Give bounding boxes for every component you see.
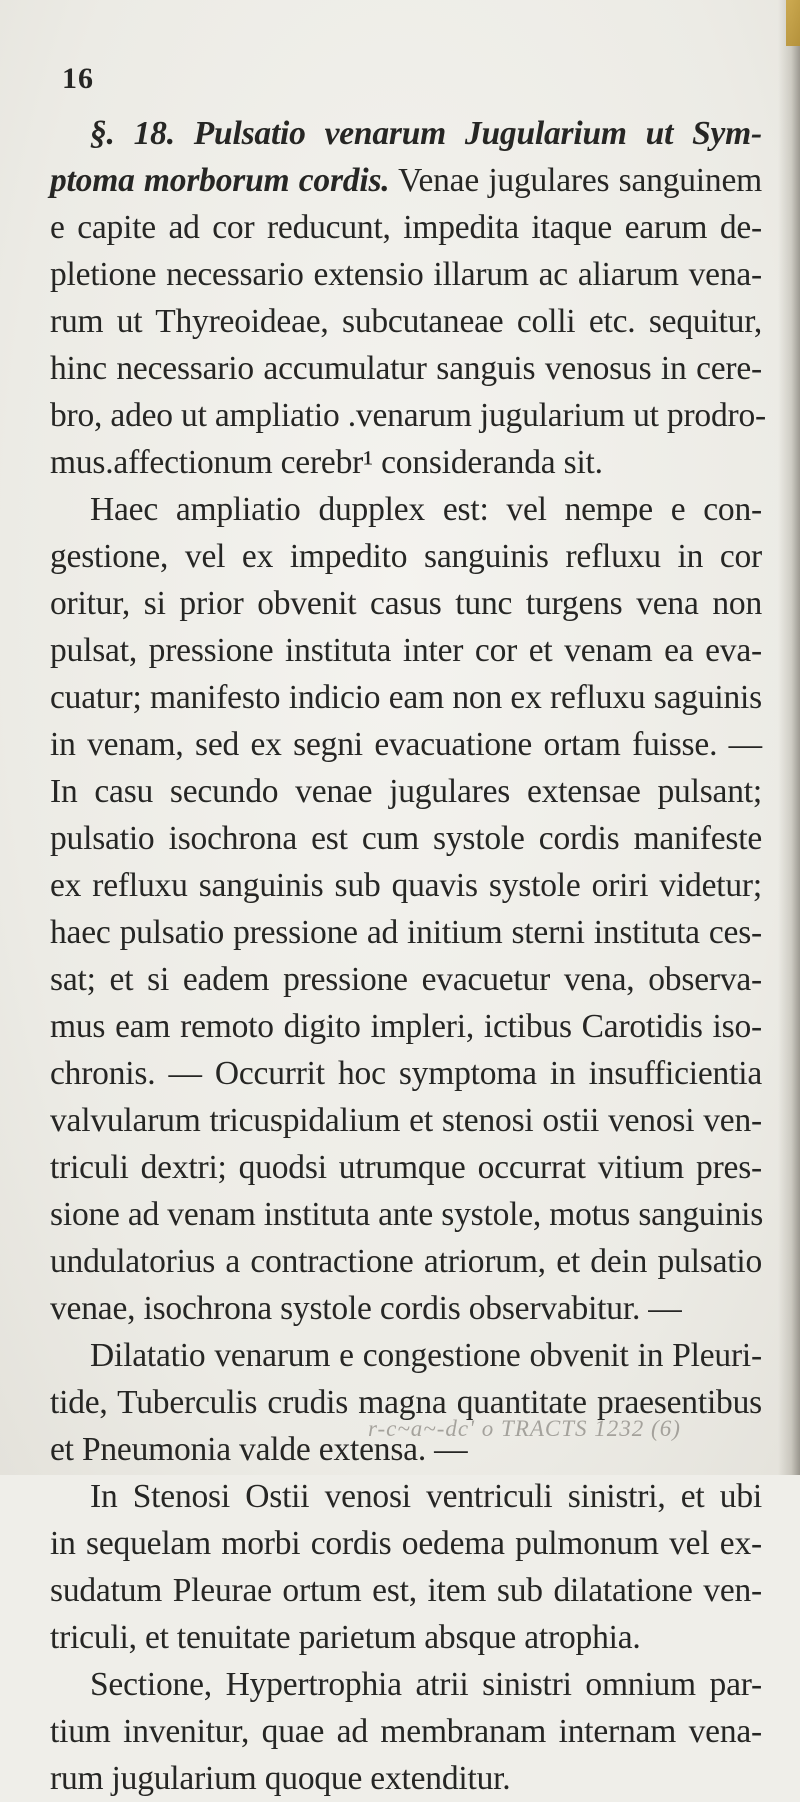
text-line: Haec ampliatio dupplex est: vel nempe e con- [90, 491, 762, 528]
corner-tab-mark [786, 0, 800, 46]
text-line: mus eam remoto digito impleri, ictibus Carotidis iso- [50, 1008, 762, 1045]
text-line: in sequelam morbi cordis oedema pulmonum vel ex- [50, 1525, 762, 1562]
text-line: Dilatatio venarum e congestione obvenit in Pleuri- [90, 1337, 762, 1374]
text-line: triculi dextri; quodsi utrumque occurrat vitium pres- [50, 1149, 762, 1186]
text-line: in venam, sed ex segni evacuatione ortam fuisse. — [50, 726, 762, 763]
text-line-1 [50, 110, 762, 157]
text-line: pulsat, pressione instituta inter cor et venam ea eva- [50, 632, 762, 669]
text-line: gestione, vel ex impedito sanguinis refluxu in cor [50, 538, 762, 575]
handwritten-footer-note: r-c~a~-dc' o TRACTS 1232 (6) [368, 1416, 681, 1441]
page-edge-shadow [778, 0, 800, 1475]
text-line: mus.affectionum cerebr¹ consideranda sit. [50, 444, 603, 481]
text-line: hinc necessario accumulatur sanguis venosus in cere- [50, 350, 762, 387]
text-line: tide, Tuberculis crudis magna quantitate praesentibus [50, 1384, 762, 1421]
text-line: sat; et si eadem pressione evacuetur vena, observa- [50, 961, 762, 998]
text-line: In Stenosi Ostii venosi ventriculi sinistri, et ubi [90, 1478, 762, 1515]
text-line-2 [50, 157, 762, 204]
text-line: venae, isochrona systole cordis observabitur. — [50, 1290, 682, 1327]
text-line: rum ut Thyreoideae, subcutaneae colli etc. sequitur, [50, 303, 762, 340]
text-line: pletione necessario extensio illarum ac aliarum vena- [50, 256, 762, 293]
body-text [50, 110, 766, 1802]
text-line: undulatorius a contractione atriorum, et dein pulsatio [50, 1243, 762, 1280]
text-line: sudatum Pleurae ortum est, item sub dilatatione ven- [50, 1572, 762, 1609]
text-line: sione ad venam instituta ante systole, motus sanguinis [50, 1196, 764, 1233]
text-line: et Pneumonia valde extensa. — [50, 1431, 468, 1468]
text-line: haec pulsatio pressione ad initium sterni instituta ces- [50, 914, 762, 951]
text-line: cuatur; manifesto indicio eam non ex refluxu saguinis [50, 679, 762, 716]
text-line: oritur, si prior obvenit casus tunc turgens vena non [50, 585, 762, 622]
text-line: In casu secundo venae jugulares extensae pulsant; [50, 773, 762, 810]
section-heading-part-1: §. 18. Pulsatio venarum Jugularium ut Sym- [90, 115, 762, 152]
text-line: Sectione, Hypertrophia atrii sinistri omnium par- [90, 1666, 762, 1703]
section-heading-part-2: ptoma morborum cordis. [50, 162, 390, 199]
line-2-rest: Venae jugulares sanguinem [389, 162, 762, 199]
page-number: 16 [62, 62, 94, 95]
text-line: chronis. — Occurrit hoc symptoma in insufficientia [50, 1055, 762, 1092]
text-line: pulsatio isochrona est cum systole cordis manifeste [50, 820, 762, 857]
text-line: tium invenitur, quae ad membranam internam vena- [50, 1713, 762, 1750]
text-line: valvularum tricuspidalium et stenosi ostii venosi ven- [50, 1102, 762, 1139]
text-line: ex refluxu sanguinis sub quavis systole oriri videtur; [50, 867, 762, 904]
text-line: rum jugularium quoque extenditur. [50, 1760, 511, 1797]
text-line: triculi, et tenuitate parietum absque atrophia. [50, 1619, 641, 1656]
text-line: e capite ad cor reducunt, impedita itaque earum de- [50, 209, 762, 246]
text-line: bro, adeo ut ampliatio .venarum jugularium ut prodro- [50, 397, 766, 434]
